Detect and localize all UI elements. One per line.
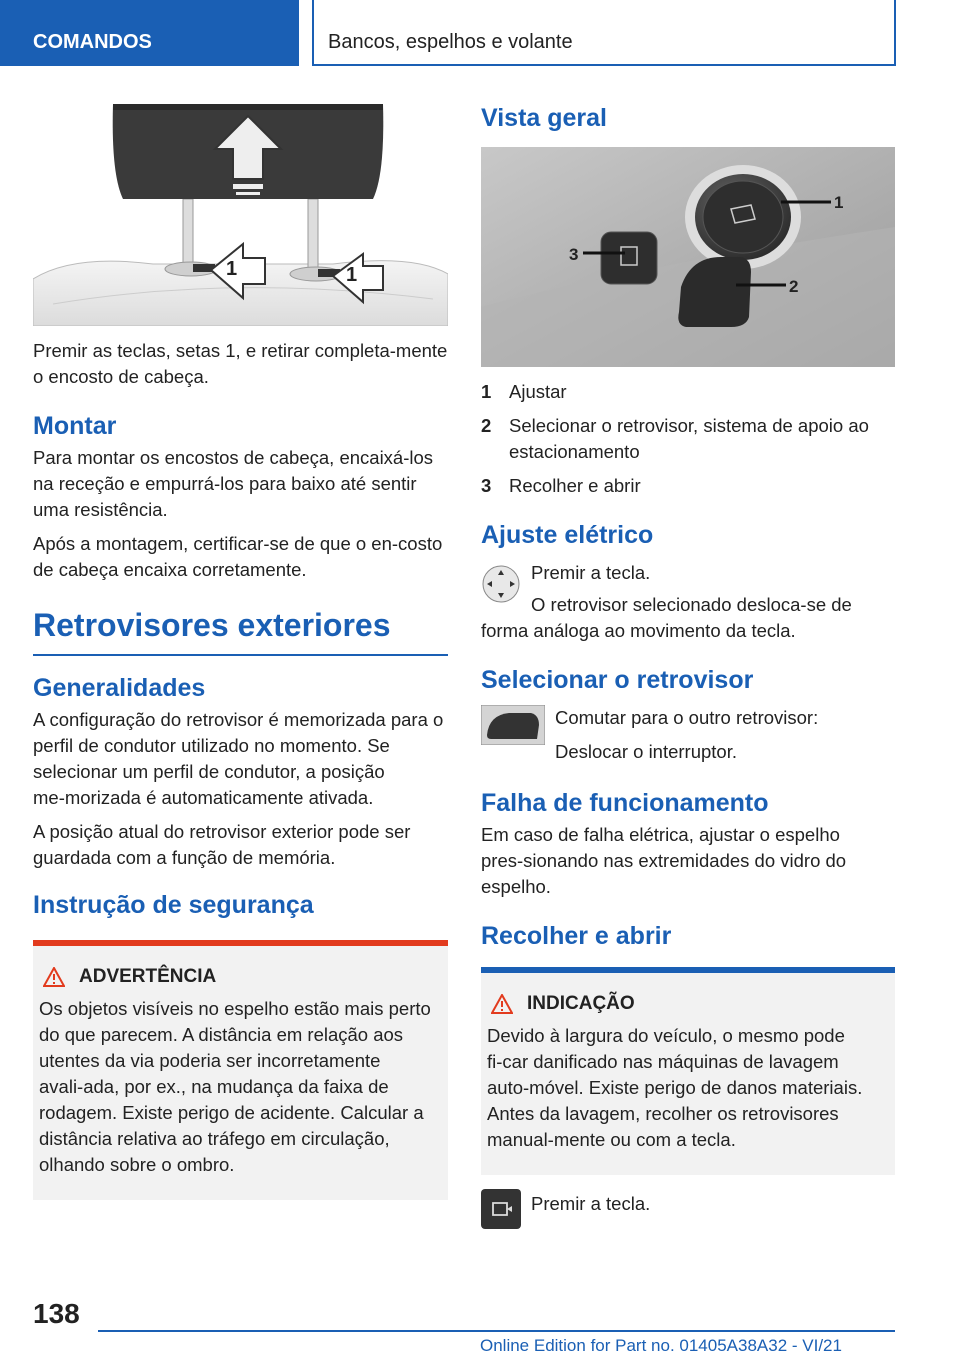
montar-paragraph-1: Para montar os encostos de cabeça, encaixá‑los na receção e empurrá‑los para baixo até sentir uma resistência.: [33, 447, 434, 520]
edition-text: Online Edition for Part no. 01405A38A32 - VI/21: [480, 1336, 842, 1355]
note-title: INDICAÇÃO: [527, 993, 635, 1014]
left-column: [33, 104, 448, 1200]
direction-pad-icon: [481, 564, 521, 604]
mirror-switch-icon: [481, 705, 545, 745]
generalidades-heading: Generalidades: [33, 674, 206, 702]
header-section-label: COMANDOS: [33, 31, 152, 53]
warning-text: Os objetos visíveis no espelho estão mais perto do que parecem. A distância em relação aos utentes da via poderia ser incorretamente avali‑ada, por ex., na mudança da faixa de rodagem. Existe perigo de acidente. Calcular a distância relativa ao tráfego em circulação, olhando sobre o ombro.: [39, 998, 431, 1175]
headrest-caption: Premir as teclas, setas 1, e retirar completa‑mente o encosto de cabeça.: [33, 340, 448, 387]
list-item: [481, 413, 895, 465]
ajuste-paragraph-2: O retrovisor selecionado desloca‑se de forma análoga ao movimento da tecla.: [481, 594, 852, 641]
falha-heading: Falha de funcionamento: [481, 789, 769, 817]
warning-triangle-icon: [43, 967, 65, 987]
overview-heading: Vista geral: [481, 104, 608, 132]
retrovisores-heading: Retrovisores exteriores: [33, 607, 391, 643]
generalidades-paragraph-1: A configuração do retrovisor é memorizada para o perfil de condutor utilizado no momento. Se selecionar um perfil de condutor, a posição me‑morizada é automaticamente ativada.: [33, 709, 444, 808]
selecionar-block: [481, 705, 895, 765]
recolher-block: [481, 1189, 895, 1229]
note-box: [481, 967, 895, 1175]
selecionar-paragraph-2: Deslocar o interruptor.: [555, 741, 738, 762]
montar-heading: Montar: [33, 412, 117, 440]
list-item-number: 1: [481, 381, 492, 402]
warning-box: [33, 940, 448, 1200]
header-chapter-tab: [312, 0, 896, 66]
headrest-label-1: 1: [226, 258, 238, 280]
page-number: 138: [33, 1298, 80, 1329]
falha-paragraph: Em caso de falha elétrica, ajustar o espelho pres‑sionando nas extremidades do vidro do espelho.: [481, 824, 847, 897]
list-item: [481, 473, 895, 499]
overview-label-1: 1: [834, 193, 844, 212]
list-item-text: Selecionar o retrovisor, sistema de apoio ao estacionamento: [509, 415, 869, 462]
list-item-text: Recolher e abrir: [509, 475, 641, 496]
headrest-illustration: [33, 104, 448, 326]
headrest-image: [33, 104, 448, 326]
header-section-tab: [0, 0, 299, 66]
list-item-number: 2: [481, 415, 492, 436]
list-item: [481, 379, 895, 405]
overview-label-2: 2: [789, 277, 799, 296]
header-chapter-label: Bancos, espelhos e volante: [328, 31, 573, 53]
list-item-number: 3: [481, 475, 492, 496]
ajuste-paragraph-1: Premir a tecla.: [531, 562, 651, 583]
generalidades-paragraph-2: A posição atual do retrovisor exterior pode ser guardada com a função de memória.: [33, 821, 411, 868]
list-item-text: Ajustar: [509, 381, 567, 402]
overview-list: [481, 379, 895, 499]
warning-title: ADVERTÊNCIA: [79, 966, 217, 987]
montar-paragraph-2: Após a montagem, certificar‑se de que o en‑costo de cabeça encaixa corretamente.: [33, 533, 443, 580]
mirror-controls-illustration: [481, 147, 895, 367]
safety-heading: Instrução de segurança: [33, 891, 314, 919]
mirror-controls-image: [481, 147, 895, 367]
footer-rule: [98, 1330, 895, 1332]
fold-mirror-button-icon: [481, 1189, 521, 1229]
overview-label-3: 3: [569, 245, 579, 264]
recolher-heading: Recolher e abrir: [481, 922, 672, 950]
ajuste-block: [481, 560, 895, 644]
headrest-label-2: 1: [346, 264, 358, 286]
selecionar-heading: Selecionar o retrovisor: [481, 666, 754, 694]
right-column: [481, 104, 895, 1229]
selecionar-paragraph-1: Comutar para o outro retrovisor:: [555, 707, 819, 728]
ajuste-heading: Ajuste elétrico: [481, 521, 654, 549]
retrovisores-rule: [33, 654, 448, 656]
warning-triangle-icon: [491, 994, 513, 1014]
recolher-paragraph: Premir a tecla.: [531, 1193, 651, 1214]
note-text: Devido à largura do veículo, o mesmo pode fi‑car danificado nas máquinas de lavagem auto‑móvel. Existe perigo de danos materiais. Antes da lavagem, recolher os retrovisores manual‑mente ou com a tecla.: [487, 1025, 863, 1150]
